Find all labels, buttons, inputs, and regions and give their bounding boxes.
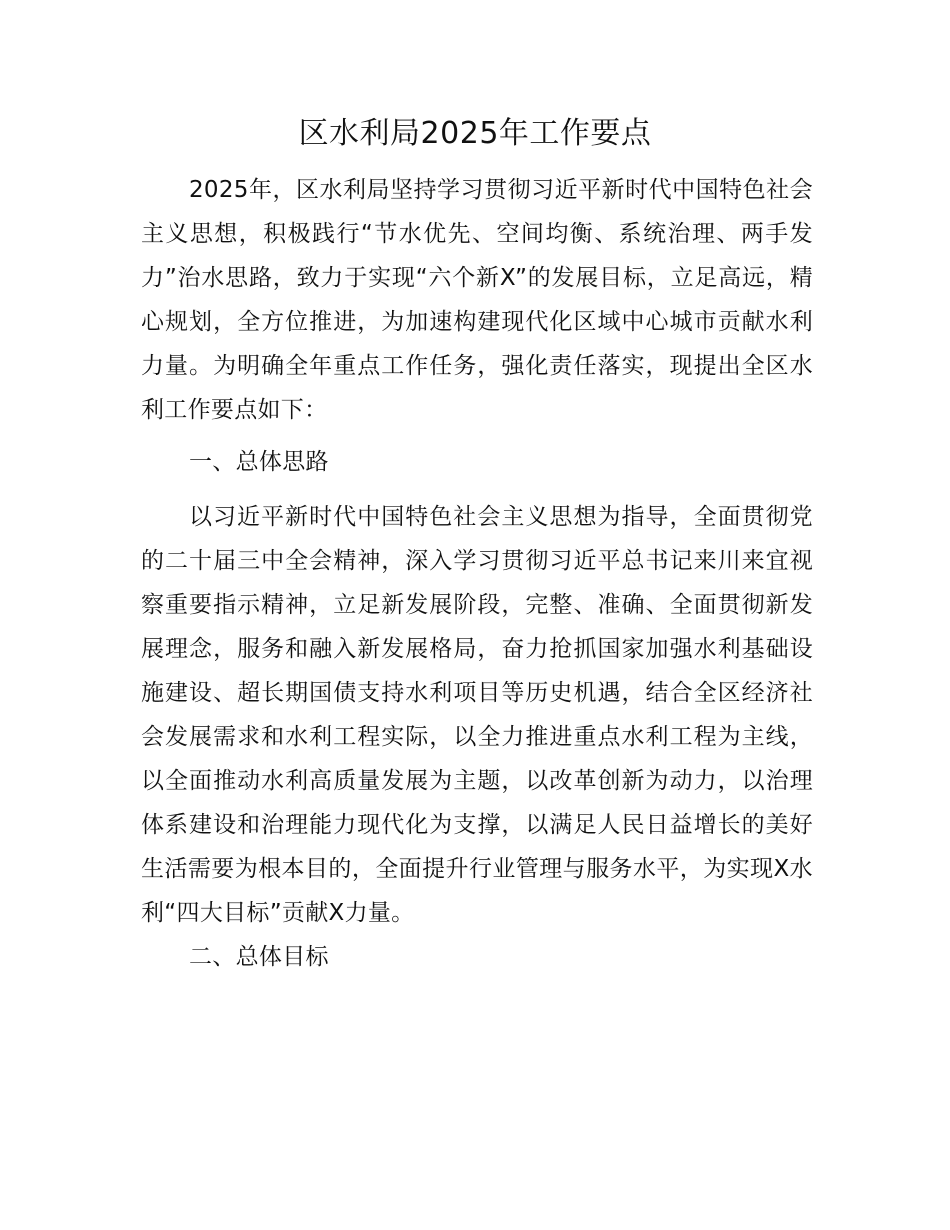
section-heading-overall-goals: 二、总体目标 (189, 944, 329, 970)
section-heading-overall-approach: 一、总体思路 (189, 449, 329, 475)
page-title: 区水利局2025年工作要点 (298, 116, 652, 151)
section-body-overall-approach: 以习近平新时代中国特色社会主义思想为指导，全面贯彻党的二十届三中全会精神，深入学习贯彻习近平总书记来川来宜视察重要指示精神，立足新发展阶段，完整、准确、全面贯彻新发展理念，服务和融入新发展格局，奋力抢抓国家加强水利基础设施建设、超长期国债支持水利项目等历史机遇，结合全区经济社会发展需求和水利工程实际，以全力推进重点水利工程为主线，以全面推动水利高质量发展为主题，以改革创新为动力，以治理体系建设和治理能力现代化为支撑，以满足人民日益增长的美好生活需要为根本目的，全面提升行业管理与服务水平，为实现X水利“四大目标”贡献X力量。 (141, 504, 813, 926)
intro-paragraph: 2025年，区水利局坚持学习贯彻习近平新时代中国特色社会主义思想，积极践行“节水优先、空间均衡、系统治理、两手发力”治水思路，致力于实现“六个新X”的发展目标，立足高远，精心规划，全方位推进，为加速构建现代化区域中心城市贡献水利力量。为明确全年重点工作任务，强化责任落实，现提出全区水利工作要点如下： (141, 177, 813, 423)
